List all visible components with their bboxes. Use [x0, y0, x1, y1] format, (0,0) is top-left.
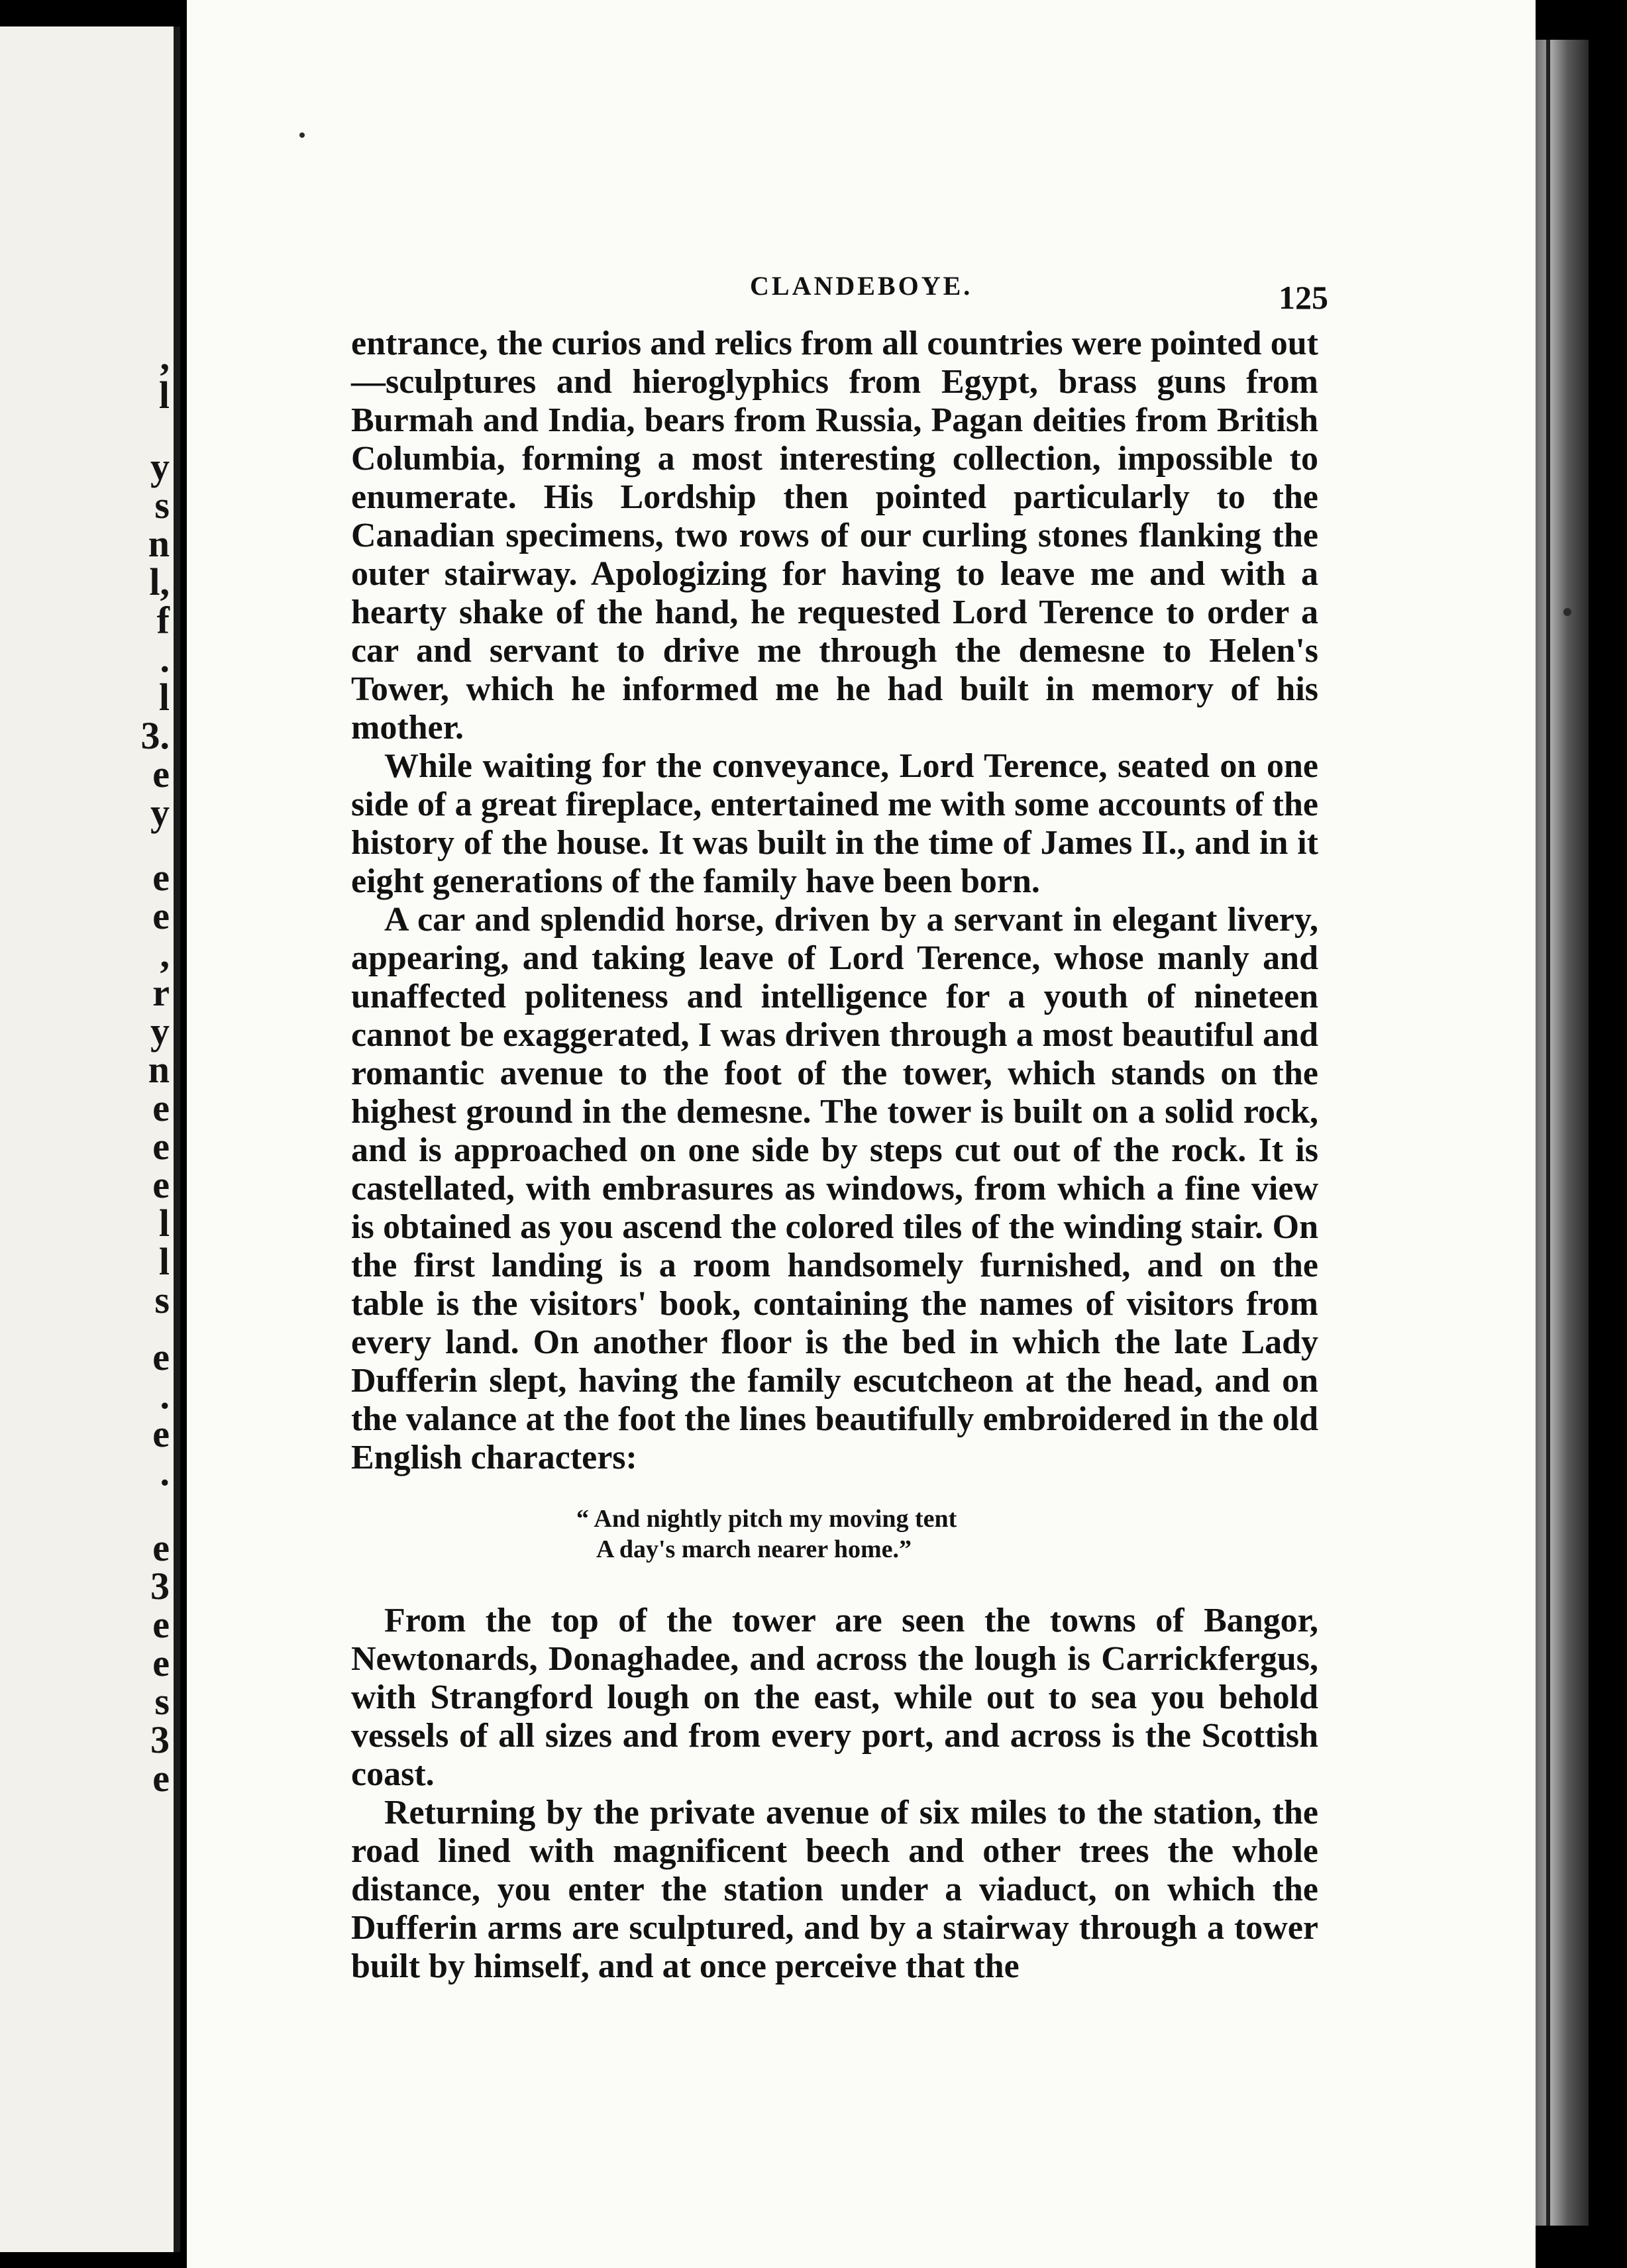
prev-page-fragment: 3: [150, 1718, 170, 1761]
prev-page-fragment: e: [152, 1757, 170, 1800]
prev-page-fragment: e: [152, 1086, 170, 1129]
verse-line: “ And nightly pitch my moving tent: [576, 1505, 957, 1533]
prev-page-fragment: r: [152, 971, 170, 1014]
prev-page-fragment: l,: [149, 560, 170, 603]
page-edge-line: [1546, 40, 1550, 2226]
prev-page-fragment: e: [152, 1412, 170, 1455]
paragraph: While waiting for the conveyance, Lord Terence, seated on one side of a great fireplace, entertained me with some accounts of the history of the house. It was built in the time of James II., and in it eight generations of the family have been born.: [351, 747, 1318, 900]
prev-page-fragment: n: [148, 1048, 170, 1091]
paragraph: A car and splendid horse, driven by a servant in elegant livery, appearing, and taking leave of Lord Terence, whose manly and unaffected politeness and intelligence for a youth of nineteen cannot be exaggerated, I was driven through a most beautiful and romantic avenue to the foot of the tower, which stands on the highest ground in the demesne. The tower is built on a solid rock, and is approached on one side by steps cut out of the rock. It is castellated, with embrasures as windows, from which a fine view is obtained as you ascend the colored tiles of the winding stair. On the first landing is a room handsomely furnished, and on the table is the visitors' book, containing the names of visitors from every land. On another floor is the bed in which the late Lady Dufferin slept, having the family escutcheon at the head, and on the valance at the foot the lines beautifully embroidered in the old English characters:: [351, 901, 1318, 1476]
prev-page-fragment: .: [160, 1374, 170, 1417]
page-fore-edge: [1536, 40, 1589, 2226]
prev-page-fragment: s: [154, 1680, 170, 1723]
paragraph: entrance, the curios and relics from all countries were pointed out—sculptures and hieroglyphics from Egypt, brass guns from Burmah and India, bears from Russia, Pagan deities from British Columbia, forming a most interesting collection, impossible to enumerate. His Lordship then pointed particularly to the Canadian specimens, two rows of our curling stones flanking the outer stairway. Apologizing for having to leave me and with a hearty shake of the hand, he requested Lord Terence to order a car and servant to drive me through the demesne to Helen's Tower, which he informed me he had built in memory of his mother.: [351, 325, 1318, 747]
prev-page-fragment: .: [160, 637, 170, 680]
prev-page-fragment: l: [158, 676, 170, 719]
prev-page-fragment: s: [154, 1278, 170, 1321]
paragraph: Returning by the private avenue of six miles to the station, the road lined with magnificent beech and other trees the whole distance, you enter the station under a viaduct, on which the Dufferin arms are sculptured, and by a stairway through a tower built by himself, and at once perceive that the: [351, 1794, 1318, 1985]
prev-page-fragment: e: [152, 752, 170, 796]
prev-page-fragment: n: [148, 522, 170, 565]
prev-page-fragment: s: [154, 484, 170, 527]
prev-page-fragment: l: [158, 1240, 170, 1283]
prev-page-fragment: y: [150, 1009, 170, 1053]
prev-page-fragment: 3.: [140, 714, 170, 757]
prev-page-fragment: e: [152, 1163, 170, 1206]
scan-speck: [1563, 608, 1571, 616]
prev-page-fragment: ,: [160, 335, 170, 378]
prev-page-fragment: e: [152, 856, 170, 899]
page-body: [351, 325, 1318, 1986]
prev-page-fragment: e: [152, 1603, 170, 1646]
prev-page-fragment: ,: [160, 933, 170, 976]
prev-page-fragment: e: [152, 1335, 170, 1378]
previous-page-edge: [0, 26, 180, 2252]
prev-page-fragment: l: [158, 374, 170, 417]
prev-page-fragment: f: [156, 599, 170, 642]
prev-page-fragment: e: [152, 1125, 170, 1168]
prev-page-fragment: 3: [150, 1565, 170, 1608]
prev-page-fragment: l: [158, 1202, 170, 1245]
paragraph: From the top of the tower are seen the towns of Bangor, Newtonards, Donaghadee, and across the lough is Carrickfergus, with Strangford lough on the east, while out to sea you behold vessels of all sizes and from every port, and across is the Scottish coast.: [351, 1602, 1318, 1793]
prev-page-fragment: e: [152, 1641, 170, 1684]
prev-page-fragment: y: [150, 791, 170, 834]
prev-page-fragment: y: [150, 445, 170, 488]
scan-speck: [299, 132, 305, 138]
running-title: CLANDEBOYE.: [750, 271, 973, 301]
prev-page-fragment: e: [152, 1526, 170, 1569]
prev-page-fragment: .: [160, 1451, 170, 1494]
prev-page-fragment: e: [152, 894, 170, 937]
page-number: 125: [1279, 279, 1328, 316]
verse-quotation: [351, 1504, 1318, 1565]
verse-line: A day's march nearer home.”: [596, 1535, 912, 1563]
